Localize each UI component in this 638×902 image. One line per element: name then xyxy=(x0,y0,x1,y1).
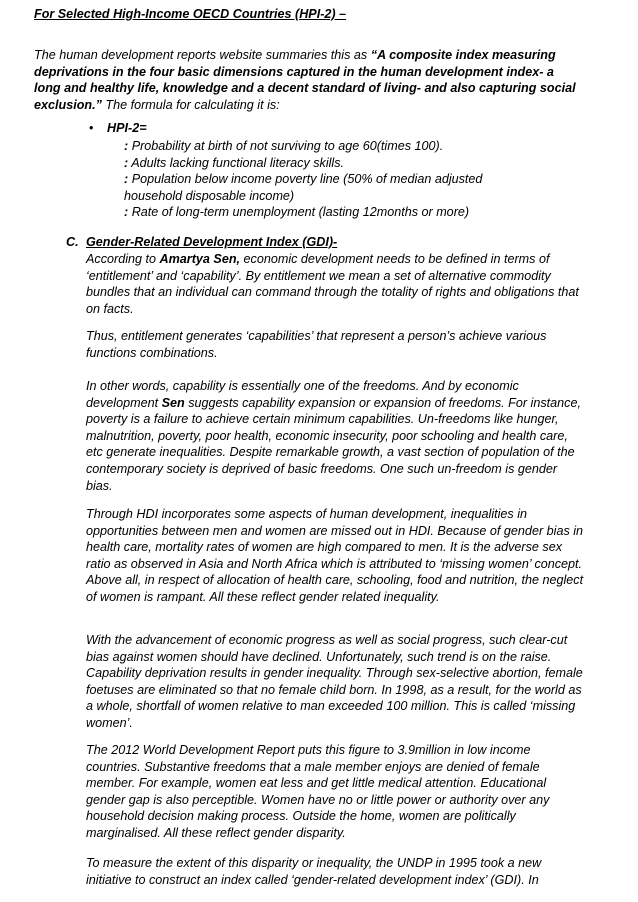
formula-colon: : xyxy=(124,172,129,187)
gdi-paragraph-5: With the advancement of economic progress as well as social progress, such clear-cut bias against women should have declined. Unfortunately, such trend is on the raise. Capability deprivation results in gender inequality. Through sex-selective abortion, female foetuses are eliminated so that no female child born. In 1998, as a result, for the world as a whole, shortfall of women relative to man exceeded 100 million. This is called ‘missing women’. xyxy=(86,633,583,730)
bullet-icon: • xyxy=(89,121,94,135)
gdi-p3-text: In other words, capability is essentially one of the freedoms. And by economic development xyxy=(86,379,519,410)
formula-text: Population below income poverty line (50% of median adjusted household disposable income) xyxy=(124,172,483,203)
hpi2-intro-text: The human development reports website summaries this as xyxy=(34,48,371,62)
gdi-p1-text: According to xyxy=(86,252,160,266)
gdi-p3-author: Sen xyxy=(161,395,185,410)
hpi2-formula-list xyxy=(124,138,504,221)
gdi-paragraph-6: The 2012 World Development Report puts this figure to 3.9million in low income countries. Substantive freedoms that a male member enjoys are denied of female member. For example, women eat less and get little medical attention. Educational gender gap is also perceptible. Women have no or little power or authority over any household decision making process. Outside the home, women are politically marginalised. All these reflect gender disparity. xyxy=(86,743,550,840)
formula-item xyxy=(124,138,504,155)
formula-colon: : xyxy=(124,139,129,153)
hpi2-heading: For Selected High-Income OECD Countries (HPI-2) – xyxy=(34,7,347,21)
formula-item xyxy=(124,155,504,172)
gdi-paragraph-7: To measure the extent of this disparity or inequality, the UNDP in 1995 took a new initiative to construct an index called ‘gender-related development index’ (GDI). In xyxy=(86,856,542,887)
gdi-p1-rest: economic development needs to be defined in terms of ‘entitlement’ and ‘capability’. By entitlement we mean a set of alternative commodity bundles that an individual can command through the totality of rights and obligations that on facts. xyxy=(86,252,579,316)
formula-text: Adults lacking functional literacy skills. xyxy=(128,155,345,170)
gdi-section-letter: C. xyxy=(66,235,79,249)
formula-item xyxy=(124,204,504,221)
hpi2-formula-label: HPI-2= xyxy=(107,121,147,135)
hpi2-intro-tail: The formula for calculating it is: xyxy=(101,97,280,112)
gdi-p3-rest: suggests capability expansion or expansion of freedoms. For instance, poverty is a failure to achieve certain minimum capabilities. Un-freedoms like hunger, malnutrition, poverty, poor health, economic insecurity, poor schooling and health care, etc generate inequalities. Despite remarkable growth, a vast section of population of the contemporary society is deprived of basic freedoms. One such un-freedom is gender bias. xyxy=(86,395,581,493)
formula-text: Rate of long-term unemployment (lasting 12months or more) xyxy=(128,205,470,220)
formula-text: Probability at birth of not surviving to age 60(times 100). xyxy=(128,139,444,153)
hpi2-intro-quote: “A composite index measuring deprivations in the four basic dimensions captured in the human development index- a long and healthy life, knowledge and a decent standard of living- and also capturing social exclusion.” xyxy=(34,48,576,112)
gdi-paragraph-1 xyxy=(86,251,586,317)
gdi-heading: Gender-Related Development Index (GDI)- xyxy=(86,235,338,249)
gdi-paragraph-3 xyxy=(86,378,586,494)
gdi-paragraph-4: Through HDI incorporates some aspects of human development, inequalities in opportunities between men and women are missed out in HDI. Because of gender bias in health care, mortality rates of women are high compared to men. It is the adverse sex ratio as observed in Asia and North Africa which is attributed to ‘missing women’ concept. Above all, in respect of allocation of health care, schooling, food and nutrition, the neglect of women is rampant. All these reflect gender related inequality. xyxy=(86,507,584,604)
formula-colon: : xyxy=(124,155,129,170)
formula-item xyxy=(124,171,504,204)
gdi-paragraph-2: Thus, entitlement generates ‘capabilities’ that represent a person’s achieve various functions combinations. xyxy=(86,329,547,360)
formula-colon: : xyxy=(124,205,129,220)
hpi2-intro-paragraph xyxy=(34,47,582,113)
gdi-p1-author: Amartya Sen, xyxy=(159,252,241,266)
